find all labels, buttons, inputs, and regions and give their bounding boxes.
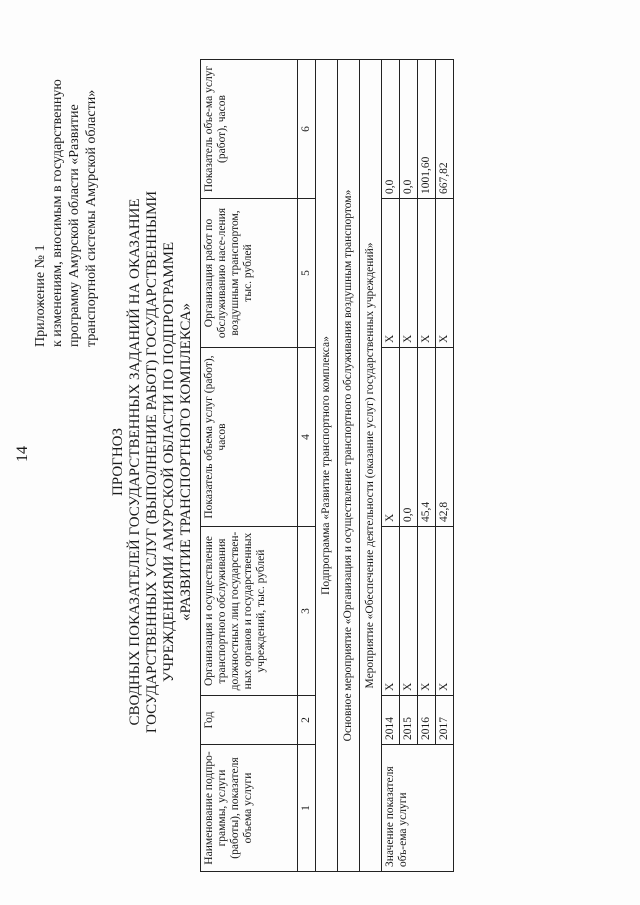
main-activity-row [338, 60, 360, 872]
subprogram-row [316, 60, 338, 872]
column-number: 5 [298, 199, 316, 348]
header-cell: Год [201, 696, 298, 745]
column-number: 6 [298, 60, 316, 199]
value-cell: X [382, 199, 400, 348]
value-cell: X [400, 199, 418, 348]
value-cell: 42,8 [436, 348, 454, 527]
title-line: «РАЗВИТИЕ ТРАНСПОРТНОГО КОМПЛЕКСА» [178, 303, 194, 621]
title-line: СВОДНЫХ ПОКАЗАТЕЛЕЙ ГОСУДАРСТВЕННЫХ ЗАДАНИЙ НА ОКАЗАНИЕ [127, 198, 143, 726]
rotated-content [10, 12, 630, 892]
value-cell: 1001,60 [418, 60, 436, 199]
title-line: ПРОГНОЗ [110, 427, 126, 497]
column-number: 2 [298, 696, 316, 745]
forecast-table [200, 59, 454, 872]
indicator-label: Значение показателя объ-ема услуги [382, 745, 454, 872]
value-cell: 45,4 [418, 348, 436, 527]
header-cell: Организация работ по обслуживанию насе-ления воздушным транспортом, тыс. рублей [201, 199, 298, 348]
value-cell: X [382, 527, 400, 696]
activity-row [360, 60, 382, 872]
value-cell: X [418, 527, 436, 696]
value-cell: 0,0 [382, 60, 400, 199]
header-cell: Показатель объе-ма услуг (работ), часов [201, 60, 298, 199]
header-cell: Показатель объема услуг (работ), часов [201, 348, 298, 527]
appendix-note [32, 27, 100, 347]
page-number: 14 [14, 446, 31, 462]
appendix-line: транспортной системы Амурской области» [84, 89, 99, 347]
column-number: 4 [298, 348, 316, 527]
value-cell: X [400, 527, 418, 696]
year-cell: 2016 [418, 696, 436, 745]
column-number: 3 [298, 527, 316, 696]
main-activity-title: Основное мероприятие «Организация и осуществление транспортного обслуживания воздушным транспортом» [338, 60, 360, 872]
value-cell: 667,82 [436, 60, 454, 199]
appendix-line: к изменениям, вносимым в государственную [50, 79, 65, 347]
subprogram-title: Подпрограмма «Развитие транспортного комплекса» [316, 60, 338, 872]
column-number: 1 [298, 745, 316, 872]
year-cell: 2014 [382, 696, 400, 745]
activity-title: Мероприятие «Обеспечение деятельности (оказание услуг) государственных учреждений» [360, 60, 382, 872]
value-cell: 0,0 [400, 348, 418, 527]
appendix-line: Приложение № 1 [33, 244, 48, 347]
header-row [201, 60, 298, 872]
value-cell: X [382, 348, 400, 527]
value-cell: X [418, 199, 436, 348]
value-cell: X [436, 527, 454, 696]
value-cell: X [436, 199, 454, 348]
appendix-line: программу Амурской области «Развитие [67, 104, 82, 347]
title-line: УЧРЕЖДЕНИЯМИ АМУРСКОЙ ОБЛАСТИ ПО ПОДПРОГРАММЕ [161, 241, 177, 683]
table-row [382, 60, 400, 872]
year-cell: 2015 [400, 696, 418, 745]
document-title [110, 182, 195, 742]
title-line: ГОСУДАРСТВЕННЫХ УСЛУГ (ВЫПОЛНЕНИЕ РАБОТ) ГОСУДАРСТВЕННЫМИ [144, 190, 160, 734]
value-cell: 0,0 [400, 60, 418, 199]
year-cell: 2017 [436, 696, 454, 745]
header-cell: Организация и осуществление транспортного обслуживания должностных лиц государствен-ных органов и государственных учреждений, тыс. рублей [201, 527, 298, 696]
header-cell: Наименование подпро-граммы, услуги (работы), показателя объема услуги [201, 745, 298, 872]
column-number-row [298, 60, 316, 872]
